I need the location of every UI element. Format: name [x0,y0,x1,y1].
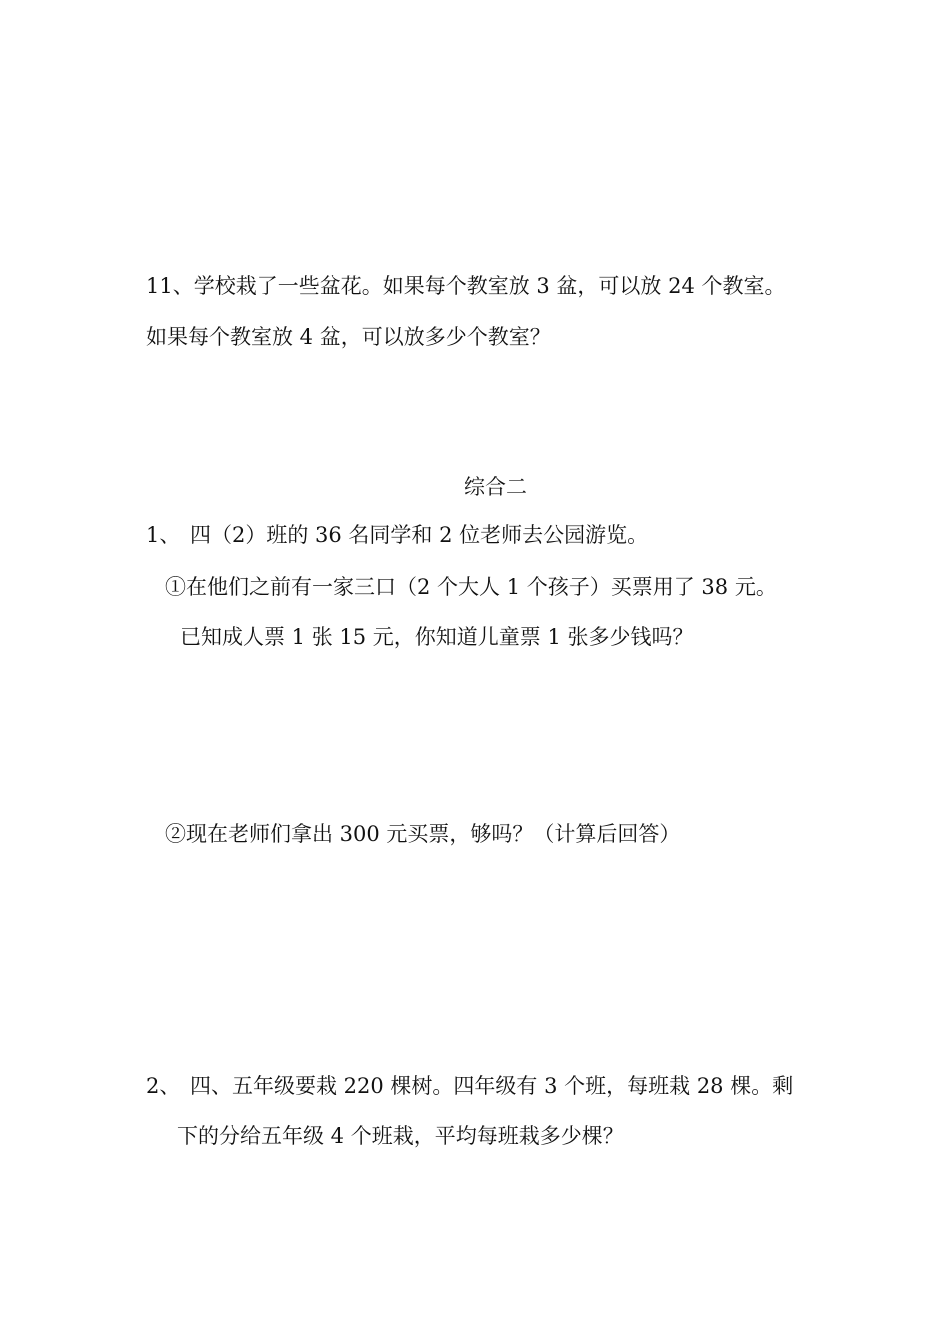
problem-11-line-1: 11、学校栽了一些盆花。如果每个教室放 3 盆，可以放 24 个教室。 [146,274,786,298]
problem-2-number: 2、 [146,1074,181,1098]
problem-2-line-2: 下的分给五年级 4 个班栽，平均每班栽多少棵？ [177,1124,624,1148]
problem-11-line-2: 如果每个教室放 4 盆，可以放多少个教室？ [146,325,551,349]
problem-1-number: 1、 [146,523,181,547]
problem-1-sub1-line-2: 已知成人票 1 张 15 元，你知道儿童票 1 张多少钱吗？ [180,625,694,649]
problem-1-stem: 四（2）班的 36 名同学和 2 位老师去公园游览。 [190,523,649,547]
section-title: 综合二 [464,475,527,499]
problem-1-sub2: ②现在老师们拿出 300 元买票，够吗？（计算后回答） [165,822,681,846]
problem-1-sub1-line-1: ①在他们之前有一家三口（2 个大人 1 个孩子）买票用了 38 元。 [165,575,777,599]
problem-2-line-1: 四、五年级要栽 220 棵树。四年级有 3 个班，每班栽 28 棵。剩 [190,1074,794,1098]
